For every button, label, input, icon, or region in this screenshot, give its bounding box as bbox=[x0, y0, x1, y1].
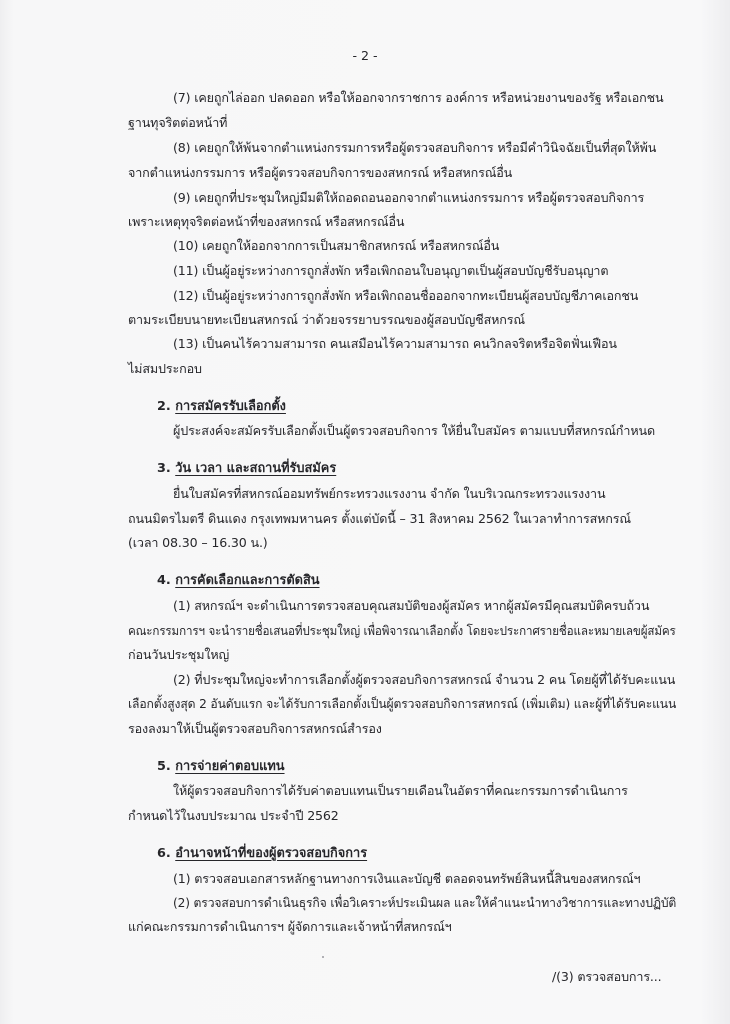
text-line: (8) เคยถูกให้พ้นจากตำแหน่งกรรมการหรือผู้ตรวจสอบกิจการ หรือมีคำวินิจฉัยเป็นที่สุดให้พ้น bbox=[173, 140, 657, 155]
text-line: (11) เป็นผู้อยู่ระหว่างการถูกสั่งพัก หรือเพิกถอนใบอนุญาตเป็นผู้สอบบัญชีรับอนุญาต bbox=[173, 263, 609, 278]
page-number: - 2 - bbox=[352, 48, 378, 63]
text-line: ฐานทุจริตต่อหน้าที่ bbox=[128, 115, 228, 130]
text-line: ผู้ประสงค์จะสมัครรับเลือกตั้งเป็นผู้ตรวจสอบกิจการ ให้ยื่นใบสมัคร ตามแบบที่สหกรณ์กำหนด bbox=[173, 423, 655, 438]
section-title: การจ่ายค่าตอบแทน bbox=[175, 759, 285, 774]
text-line: (7) เคยถูกไล่ออก ปลดออก หรือให้ออกจากราชการ องค์การ หรือหน่วยงานของรัฐ หรือเอกชน bbox=[173, 90, 664, 105]
text-line: ก่อนวันประชุมใหญ่ bbox=[128, 647, 230, 662]
text-line: ถนนมิตรไมตรี ดินแดง กรุงเทพมหานคร ตั้งแต่บัดนี้ – 31 สิงหาคม 2562 ในเวลาทำการสหกรณ์ bbox=[128, 511, 631, 526]
text-line: จากตำแหน่งกรรมการ หรือผู้ตรวจสอบกิจการของสหกรณ์ หรือสหกรณ์อื่น bbox=[128, 165, 513, 180]
section-heading bbox=[157, 460, 336, 478]
section-title: การคัดเลือกและการตัดสิน bbox=[175, 573, 320, 588]
text-line: (12) เป็นผู้อยู่ระหว่างการถูกสั่งพัก หรือเพิกถอนชื่อออกจากทะเบียนผู้สอบบัญชีภาคเอกชน bbox=[173, 288, 639, 303]
section-title: อำนาจหน้าที่ของผู้ตรวจสอบกิจการ bbox=[175, 846, 368, 861]
text-line: (10) เคยถูกให้ออกจากการเป็นสมาชิกสหกรณ์ หรือสหกรณ์อื่น bbox=[173, 238, 500, 253]
section-heading bbox=[157, 398, 286, 416]
text-line: กำหนดไว้ในงบประมาณ ประจำปี 2562 bbox=[128, 808, 339, 823]
text-line: (9) เคยถูกที่ประชุมใหญ่มีมติให้ถอดถอนออกจากตำแหน่งกรรมการ หรือผู้ตรวจสอบกิจการ bbox=[173, 190, 645, 205]
text-line: (1) สหกรณ์ฯ จะดำเนินการตรวจสอบคุณสมบัติของผู้สมัคร หากผู้สมัครมีคุณสมบัติครบถ้วน bbox=[173, 598, 650, 613]
section-title: วัน เวลา และสถานที่รับสมัคร bbox=[175, 461, 337, 476]
section-title: การสมัครรับเลือกตั้ง bbox=[175, 399, 286, 414]
text-line: รองลงมาให้เป็นผู้ตรวจสอบกิจการสหกรณ์สำรอง bbox=[128, 721, 382, 736]
text-line: ยื่นใบสมัครที่สหกรณ์ออมทรัพย์กระทรวงแรงงาน จำกัด ในบริเวณกระทรวงแรงงาน bbox=[173, 486, 606, 501]
section-heading bbox=[157, 572, 320, 590]
section-number: 2. bbox=[157, 399, 171, 414]
text-line: (เวลา 08.30 – 16.30 น.) bbox=[128, 535, 268, 550]
text-line: คณะกรรมการฯ จะนำรายชื่อเสนอที่ประชุมใหญ่ เพื่อพิจารณาเลือกตั้ง โดยจะประกาศรายชื่อและหมายเลขผู้สมัคร bbox=[128, 623, 676, 638]
continuation-note: /(3) ตรวจสอบการ... bbox=[552, 969, 662, 984]
section-number: 6. bbox=[157, 846, 171, 861]
text-line: เลือกตั้งสูงสุด 2 อันดับแรก จะได้รับการเลือกตั้งเป็นผู้ตรวจสอบกิจการสหกรณ์ (เพิ่มเติม) และผู้ที่ได้รับคะแนน bbox=[128, 696, 677, 711]
text-line: แก่คณะกรรมการดำเนินการฯ ผู้จัดการและเจ้าหน้าที่สหกรณ์ฯ bbox=[128, 919, 452, 934]
text-line: ให้ผู้ตรวจสอบกิจการได้รับค่าตอบแทนเป็นรายเดือนในอัตราที่คณะกรรมการดำเนินการ bbox=[173, 783, 628, 798]
text-line: (1) ตรวจสอบเอกสารหลักฐานทางการเงินและบัญชี ตลอดจนทรัพย์สินหนี้สินของสหกรณ์ฯ bbox=[173, 871, 641, 886]
text-line: ตามระเบียบนายทะเบียนสหกรณ์ ว่าด้วยจรรยาบรรณของผู้สอบบัญชีสหกรณ์ bbox=[128, 312, 525, 327]
text-line: เพราะเหตุทุจริตต่อหน้าที่ของสหกรณ์ หรือสหกรณ์อื่น bbox=[128, 214, 405, 229]
section-heading bbox=[157, 758, 285, 776]
section-number: 4. bbox=[157, 573, 171, 588]
text-line: (2) ที่ประชุมใหญ่จะทำการเลือกตั้งผู้ตรวจสอบกิจการสหกรณ์ จำนวน 2 คน โดยผู้ที่ได้รับคะแนน bbox=[173, 672, 676, 687]
text-line: (2) ตรวจสอบการดำเนินธุรกิจ เพื่อวิเคราะห์ประเมินผล และให้คำแนะนำทางวิชาการและทางปฏิบัติ bbox=[173, 895, 677, 910]
section-number: 5. bbox=[157, 759, 171, 774]
section-heading bbox=[157, 845, 367, 863]
text-line: (13) เป็นคนไร้ความสามารถ คนเสมือนไร้ความสามารถ คนวิกลจริตหรือจิตฟั่นเฟือน bbox=[173, 336, 617, 351]
section-number: 3. bbox=[157, 461, 171, 476]
text-line: ไม่สมประกอบ bbox=[128, 361, 202, 376]
scan-speck bbox=[322, 956, 324, 958]
